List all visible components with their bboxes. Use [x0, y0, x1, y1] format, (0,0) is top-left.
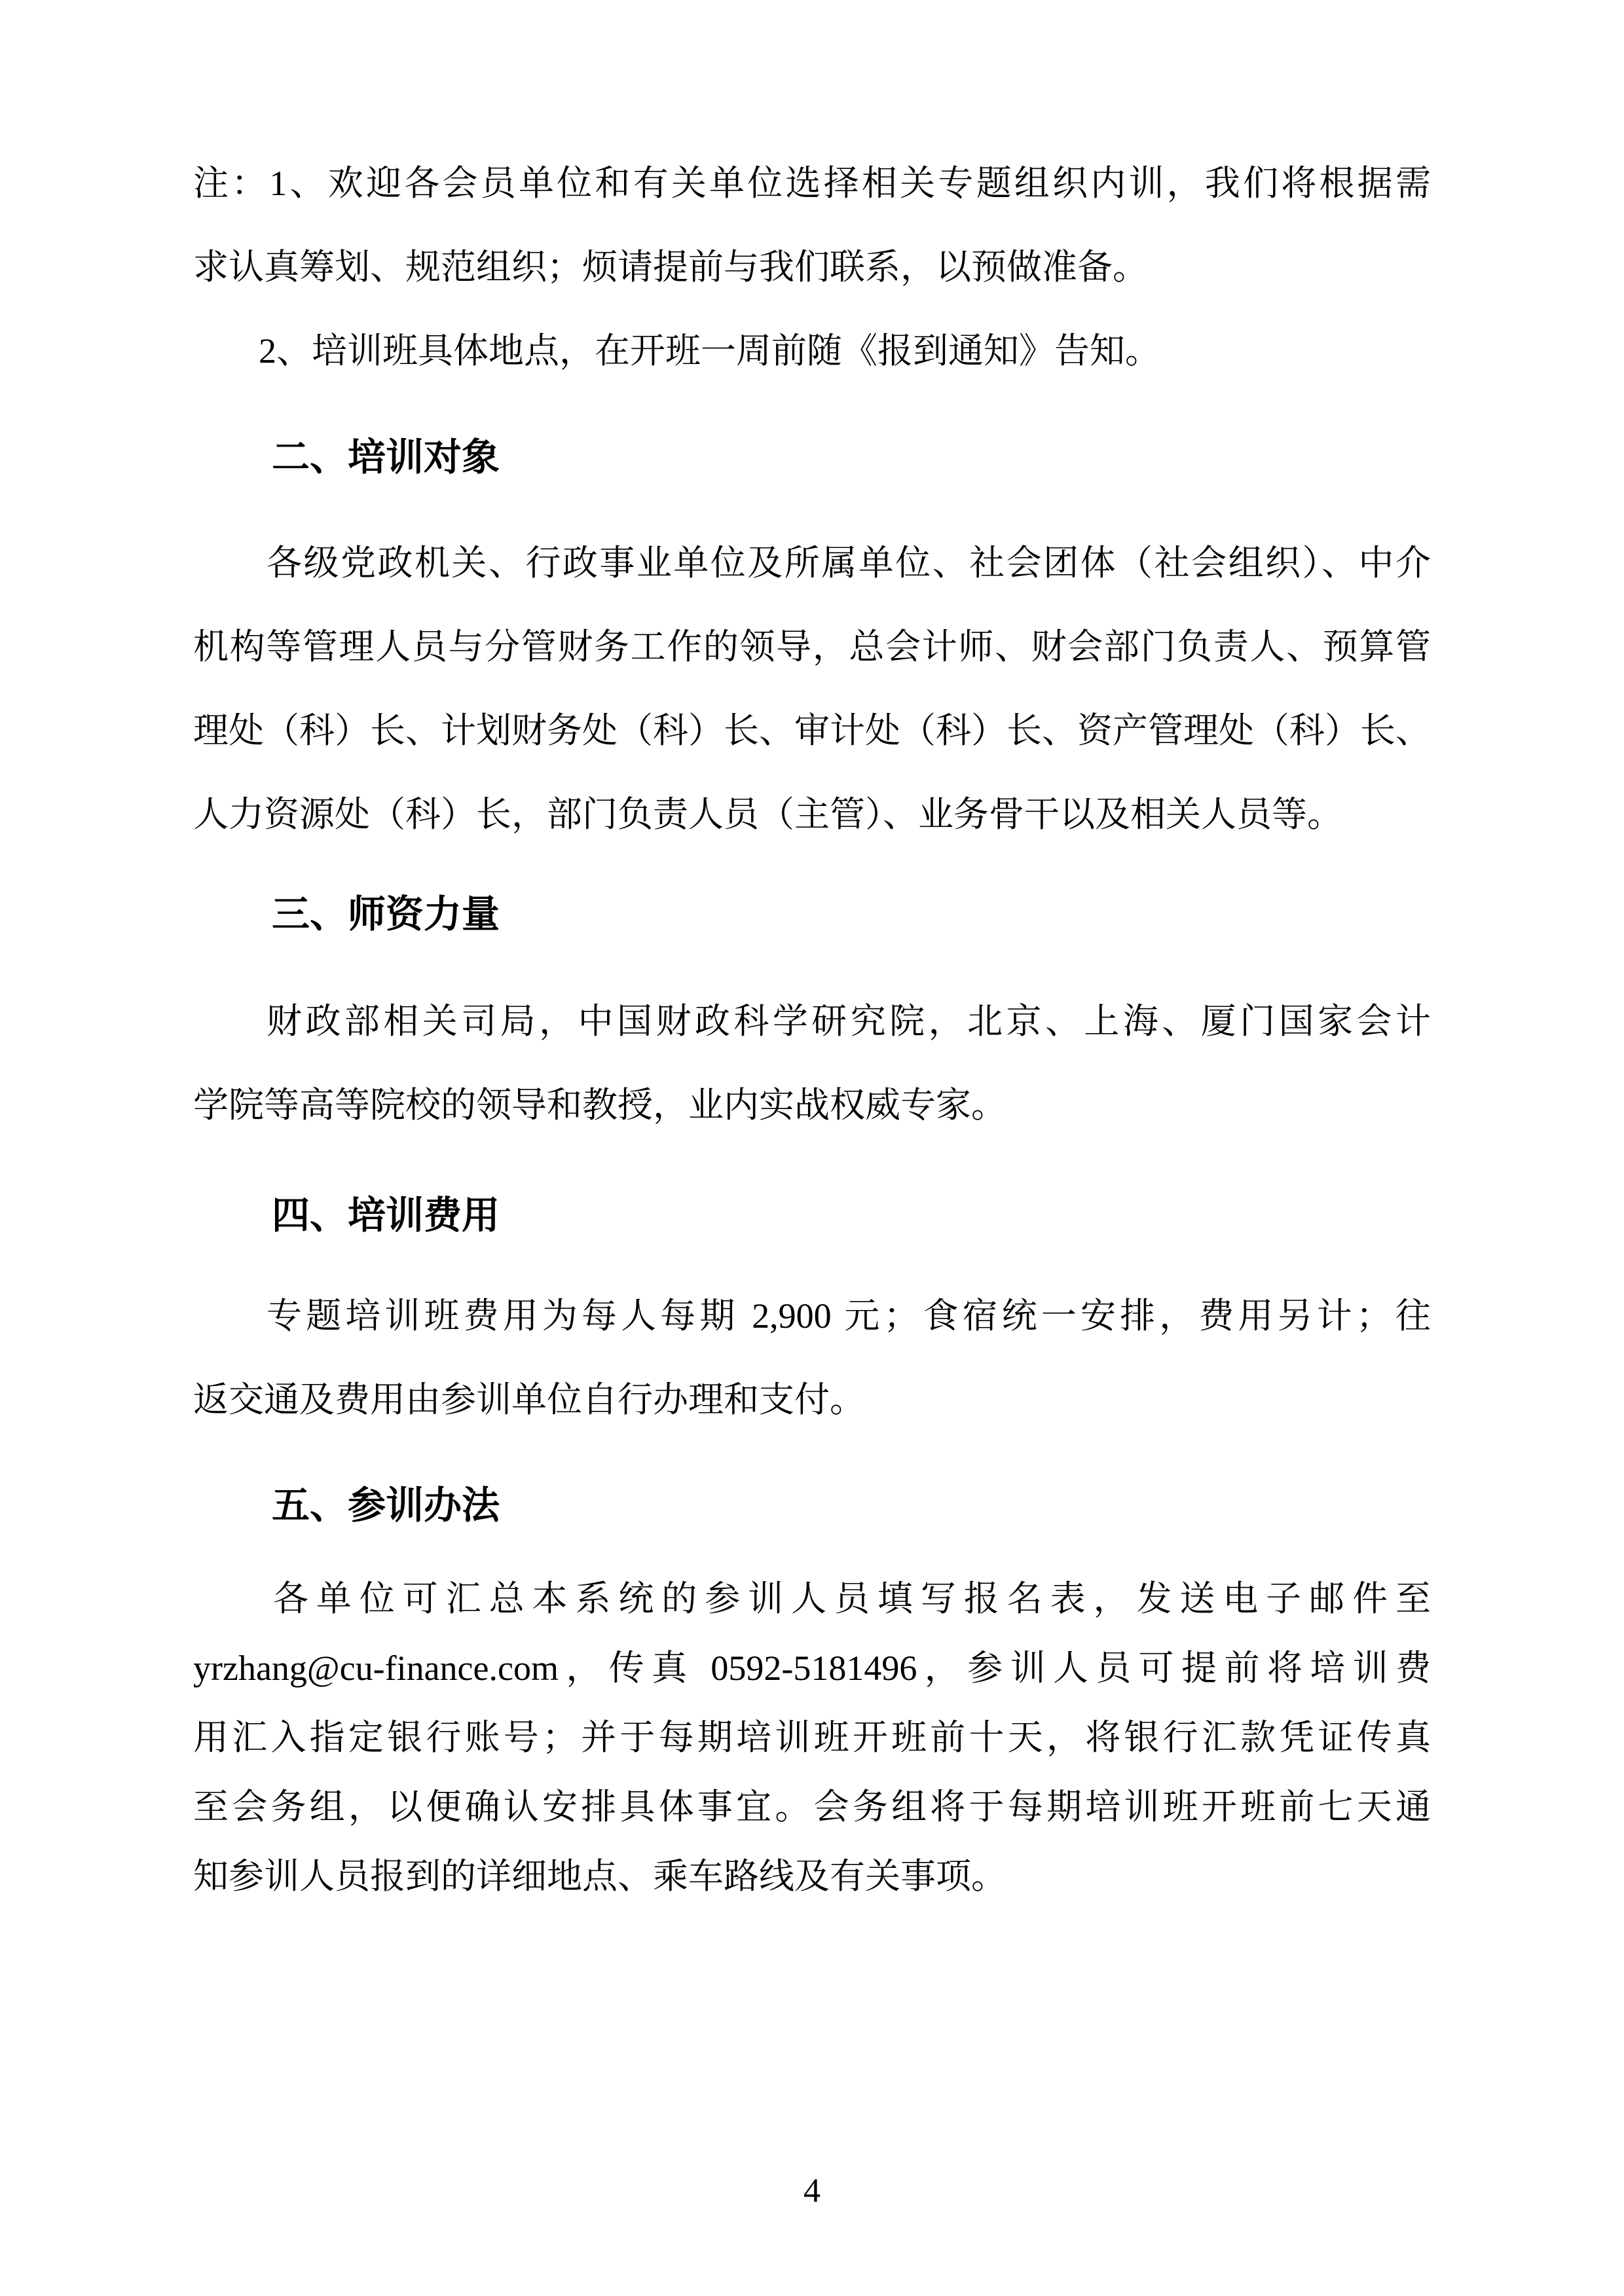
text-line: 用汇入指定银行账号；并于每期培训班开班前十天，将银行汇款凭证传真	[193, 1718, 1431, 1757]
body-paragraph-training-targets	[193, 521, 1431, 856]
text-line: 各单位可汇总本系统的参训人员填写报名表，发送电子邮件至	[273, 1579, 1431, 1618]
text-line: 各级党政机关、行政事业单位及所属单位、社会团体（社会组织）、中介	[267, 543, 1431, 583]
text-line: 财政部相关司局，中国财政科学研究院，北京、上海、厦门国家会计	[267, 1002, 1431, 1041]
body-paragraph-faculty	[193, 979, 1431, 1147]
section-heading-enrollment: 五、参训办法	[272, 1484, 500, 1527]
section-heading-fees: 四、培训费用	[272, 1194, 500, 1237]
note-paragraph-2	[193, 309, 1431, 393]
text-line: 求认真筹划、规范组织；烦请提前与我们联系，以预做准备。	[193, 247, 1148, 287]
section-heading-training-targets: 二、培训对象	[272, 436, 500, 479]
text-line: 机构等管理人员与分管财务工作的领导，总会计师、财会部门负责人、预算管	[193, 627, 1431, 666]
page-number: 4	[803, 2172, 821, 2210]
text-line: 人力资源处（科）长，部门负责人员（主管）、业务骨干以及相关人员等。	[193, 795, 1342, 834]
text-line: 知参训人员报到的详细地点、乘车路线及有关事项。	[193, 1857, 1006, 1896]
text-line: 专题培训班费用为每人每期 2,900 元；食宿统一安排，费用另计；往	[267, 1296, 1431, 1336]
text-line-email-fax: yrzhang@cu-finance.com，传真 0592-5181496，参训人员可提前将培训费	[193, 1649, 1431, 1688]
body-paragraph-fees	[193, 1274, 1431, 1442]
text-line: 注：1、欢迎各会员单位和有关单位选择相关专题组织内训，我们将根据需	[193, 164, 1431, 203]
text-line: 理处（科）长、计划财务处（科）长、审计处（科）长、资产管理处（科）长、	[193, 711, 1431, 750]
body-paragraph-enrollment	[193, 1564, 1431, 1911]
text-line: 至会务组，以便确认安排具体事宜。会务组将于每期培训班开班前七天通	[193, 1787, 1431, 1827]
text-line: 学院等高等院校的领导和教授，业内实战权威专家。	[193, 1085, 1006, 1125]
note-paragraph	[193, 141, 1431, 309]
section-heading-faculty: 三、师资力量	[272, 893, 500, 936]
text-line: 2、培训班具体地点，在开班一周前随《报到通知》告知。	[259, 331, 1160, 371]
text-line: 返交通及费用由参训单位自行办理和支付。	[193, 1380, 865, 1419]
